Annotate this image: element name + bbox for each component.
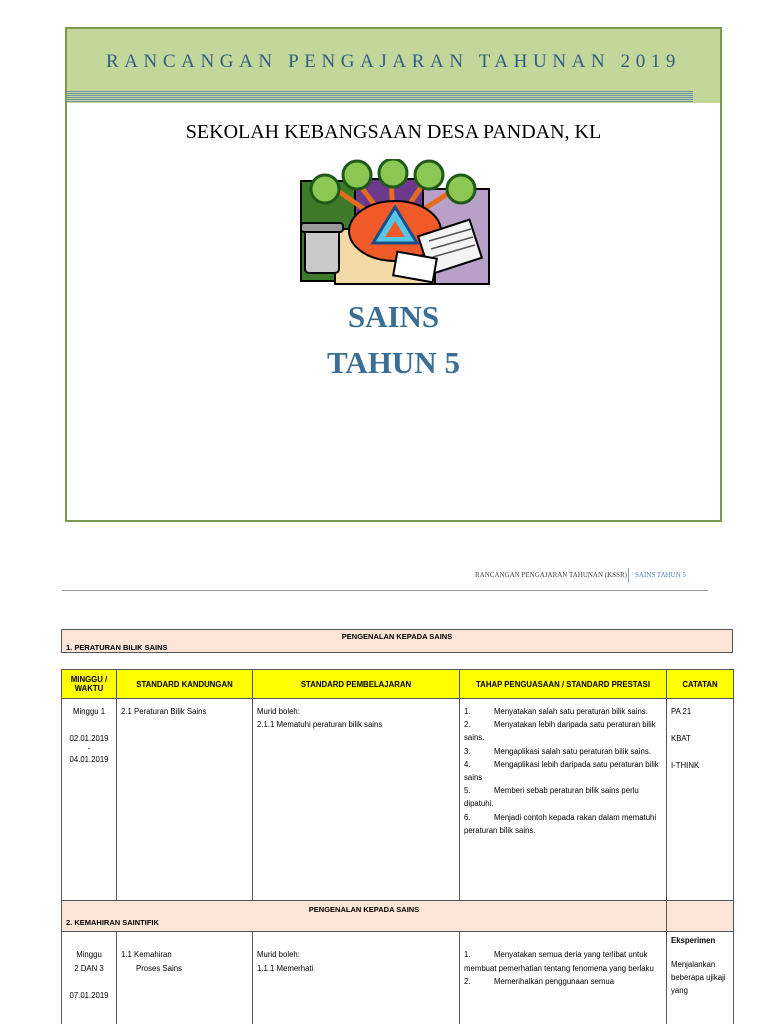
section-topic: 1. PERATURAN BILIK SAINS <box>66 643 168 652</box>
achievement-item: 6. Menjadi contoh kepada rakan dalam mematuhi peraturan bilik sains. <box>464 812 657 835</box>
cover-title: RANCANGAN PENGAJARAN TAHUNAN 2019 <box>105 51 682 72</box>
header-rule <box>62 590 708 591</box>
decorative-lines <box>67 91 693 103</box>
section-banner-2 <box>62 901 734 932</box>
date-sep: - <box>87 744 91 754</box>
week-cell <box>62 699 117 901</box>
achievement-item: 1. Menyatakan salah satu peraturan bilik sains. <box>464 707 648 716</box>
notes-cell <box>667 699 734 901</box>
date-from: 07.01.2019 <box>69 990 109 1000</box>
week-label: Minggu 1 <box>72 707 106 716</box>
achievement-item: 3. Mengaplikasi salah satu peraturan bilik sains. <box>464 746 651 756</box>
table-header-row <box>62 670 734 699</box>
learning-item: 2.1.1 Mematuhi peraturan bilik sains <box>257 720 383 730</box>
recycling-clipart-image <box>295 159 493 286</box>
content-standard-text: 1.1 Kemahiran <box>121 950 172 960</box>
table-row <box>62 699 734 901</box>
page-header-left: RANCANGAN PENGAJARAN TAHUNAN (KSSR) <box>475 571 627 579</box>
notes-cell <box>667 932 734 1024</box>
week-label: 2 DAN 3 <box>74 963 104 973</box>
achievement-item: 5. Memberi sebab peraturan bilik sains perlu dipatuhi. <box>464 786 639 809</box>
subject-title: SAINS <box>347 299 440 334</box>
section-2-cell <box>62 901 667 932</box>
table-row <box>62 932 734 1024</box>
learning-standard-cell <box>253 699 460 901</box>
note-item: KBAT <box>671 734 691 744</box>
cover-page <box>65 27 722 522</box>
content-standard-text: Proses Sains <box>136 963 182 973</box>
learning-standard-cell <box>253 932 460 1024</box>
col-header-content-standard: STANDARD KANDUNGAN <box>117 670 253 699</box>
header-separator <box>628 568 629 582</box>
learning-item: 1.1.1 Memerhati <box>257 963 314 973</box>
col-header-learning-standard: STANDARD PEMBELAJARAN <box>253 670 460 699</box>
note-item: PA 21 <box>671 707 692 716</box>
achievement-cell <box>460 699 667 901</box>
note-item: I-THINK <box>671 761 700 771</box>
note-item: Eksperimen <box>671 936 716 946</box>
section-topic: 2. KEMAHIRAN SAINTIFIK <box>66 918 159 928</box>
achievement-item: 2. Memerihalkan penggunaan semua <box>464 976 615 986</box>
col-header-notes: CATATAN <box>667 670 734 699</box>
achievement-item: 2. Menyatakan lebih daripada satu peraturan bilik sains. <box>464 720 656 743</box>
content-standard-cell <box>117 699 253 901</box>
achievement-cell <box>460 932 667 1024</box>
achievement-item: 4. Mengaplikasi lebih daripada satu peraturan bilik sains <box>464 759 659 783</box>
week-cell <box>62 932 117 1024</box>
section-2-notes-cell <box>667 901 734 932</box>
learning-intro: Murid boleh: <box>257 950 300 960</box>
school-name: SEKOLAH KEBANGSAAN DESA PANDAN, KL <box>185 121 602 143</box>
section-heading: PENGENALAN KEPADA SAINS <box>341 632 453 641</box>
learning-intro: Murid boleh: <box>257 707 300 716</box>
week-label: Minggu <box>76 950 102 960</box>
section-banner-1 <box>61 629 733 653</box>
section-heading: PENGENALAN KEPADA SAINS <box>308 905 420 914</box>
col-header-week: MINGGU / WAKTU <box>62 670 117 699</box>
achievement-item: 1. Menyatakan semua deria yang terlibat untuk membuat pemerhatian tentang fenomena yang berlaku <box>464 950 654 973</box>
note-item: Menjalankan beberapa ujikaji yang <box>671 959 726 995</box>
content-standard-text: 2.1 Peraturan Bilik Sains <box>121 707 207 716</box>
lesson-plan-table <box>61 669 734 1024</box>
page-header-right: SAINS TAHUN 5 <box>635 571 687 579</box>
year-title: TAHUN 5 <box>327 345 460 380</box>
col-header-achievement: TAHAP PENGUASAAN / STANDARD PRESTASI <box>460 670 667 699</box>
date-to: 04.01.2019 <box>69 755 109 765</box>
date-from: 02.01.2019 <box>69 734 109 744</box>
content-standard-cell <box>117 932 253 1024</box>
